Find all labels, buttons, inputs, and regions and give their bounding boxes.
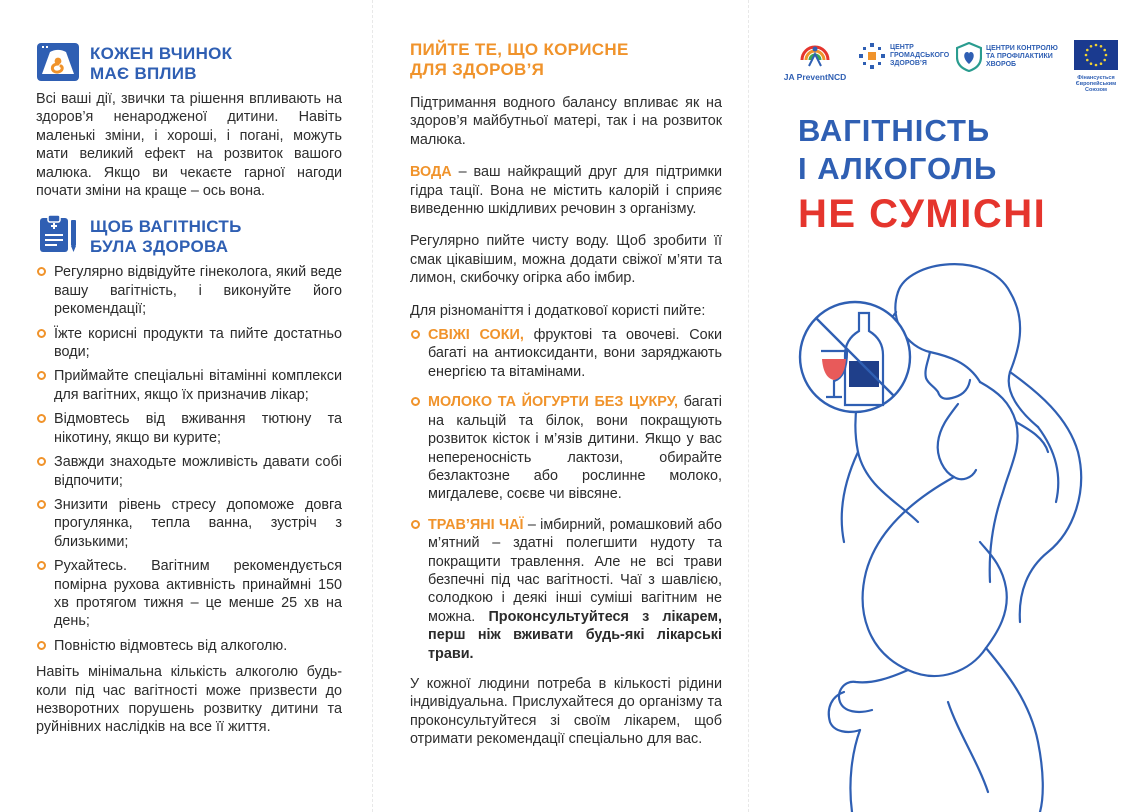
list-item-text: Приймайте спеціальні вітамінні комплекси для вагітних, якщо їх призначив лікар;	[54, 368, 342, 403]
shield-heart-icon	[956, 42, 982, 72]
list-item-text: Регулярно відвідуйте гінеколога, який веде вашу вагітність, і виконуйте його рекомендації;	[54, 264, 342, 318]
ultrasound-icon	[36, 42, 80, 82]
item-text: багаті на кальцій та білок, вони покращують розвиток кісток і м’язів дитини. Якщо у вас непереносність лактози, обирайте безлактозне або рослинне молоко, мигдалеве, соєве чи вівсяне.	[428, 394, 722, 503]
list-item	[36, 263, 342, 318]
item-text: – імбирний, ромашковий або м’ятний – здатні полегшити нудоту та покращити травлення. Але не всі трави безпечні під час вагітності. Чаї з шавлією, солодкою і деякі інші суміші вагітним не можна.	[428, 516, 722, 625]
no-alcohol-icon	[800, 302, 910, 412]
logo-caption: JA PreventNCD	[783, 72, 847, 82]
list-item-text: Завжди знаходьте можливість давати собі відпочити;	[54, 454, 342, 489]
list-item	[36, 410, 342, 447]
healthy-pregnancy-list	[36, 263, 342, 655]
section-title-line: МАЄ ВПЛИВ	[90, 64, 197, 83]
item-label: ТРАВ’ЯНІ ЧАЇ	[428, 516, 524, 533]
list-item-text: Повністю відмовтесь від алкоголю.	[54, 637, 288, 654]
list-item	[410, 326, 722, 381]
cover-title-line: І АЛКОГОЛЬ	[798, 151, 998, 186]
pregnant-woman-illustration	[748, 252, 1146, 812]
item-label: МОЛОКО ТА ЙОГУРТИ БЕЗ ЦУКРУ,	[428, 394, 679, 411]
list-item-text: Рухайтесь. Вагітним рекомендується помірна рухова активність принаймні 150 хв протягом тижня – це менше 25 хв на день;	[54, 558, 342, 630]
logo-caption: ЦЕНТРИ КОНТРОЛЮ ТА ПРОФІЛАКТИКИ ХВОРОБ	[986, 45, 1058, 68]
list-item	[36, 637, 342, 655]
logo-eu	[1072, 40, 1120, 93]
list-item	[36, 453, 342, 490]
regular-water-text: Регулярно пийте чисту воду. Щоб зробити її смак цікавішим, можна додати свіжої м’яти та лимон, скибочку огірка або імбир.	[410, 233, 722, 287]
list-item	[36, 367, 342, 404]
closing-warning-text: Навіть мінімальна кількість алкоголю будь-коли під час вагітності може призвести до незворотних порушень розвитку дитини та руйнівних наслідків на все її життя.	[36, 664, 342, 736]
logo-caption: ЦЕНТР ГРОМАДСЬКОГО ЗДОРОВ’Я	[890, 44, 950, 67]
cover-title-highlight: НЕ СУМІСНІ	[798, 192, 1047, 236]
drinks-list	[410, 326, 722, 663]
list-item	[410, 393, 722, 503]
cover-title	[798, 112, 1046, 238]
item-bold-text: Проконсультуйтеся з лікарем, перш ніж вживати будь-які лікарські трави.	[428, 608, 722, 662]
item-label: СВІЖІ СОКИ,	[428, 327, 524, 344]
list-item	[410, 516, 722, 663]
public-health-center-icon	[858, 42, 886, 70]
water-label: ВОДА	[410, 164, 452, 181]
section-title-line: ЩОБ ВАГІТНІСТЬ	[90, 217, 242, 237]
water-text: – ваш найкращий друг для підтримки гідра тації. Вона не містить калорій і сприяє виведенню шкідливих речовин з організму.	[410, 164, 722, 218]
section-title-line: БУЛА ЗДОРОВА	[90, 237, 229, 257]
list-item	[36, 557, 342, 631]
eu-flag-icon	[1074, 40, 1118, 70]
drink-healthy-title	[410, 40, 722, 80]
list-item-text: Їжте корисні продукти та пийте достатньо води;	[54, 325, 342, 361]
middle-panel	[372, 0, 748, 812]
section-healthy-pregnancy-header	[36, 214, 342, 257]
list-item-text: Знизити рівень стресу допоможе довга прогулянка, тепла ванна, зустріч з близькими;	[54, 496, 342, 550]
logo-caption: Фінансується Європейським Союзом	[1075, 75, 1117, 93]
section-every-action-text: Всі ваші дії, звички та рішення впливають на здоров’я ненародженої дитини. Навіть маленькі зміни, і хороші, і погані, можуть мати великий ефект на розвиток вашого малюка. Якщо ви чекаєте гарної нагоди почати зміни на краще – ось вона.	[36, 91, 342, 200]
title-line: ПИЙТЕ ТЕ, ЩО КОРИСНЕ	[410, 40, 629, 59]
variety-text: Для різноманіття і додаткової користі пийте:	[410, 302, 706, 319]
closing-text: У кожної людини потреба в кількості рідини індивідуальна. Прислухайтеся до організму та проконсультуйтеся зі своїм лікарем, щоб отримати рекомендації спеціально для вас.	[410, 675, 722, 748]
logo-ja-preventncd	[780, 40, 850, 81]
section-title-line: КОЖЕН ВЧИНОК	[90, 44, 233, 63]
water-paragraph	[410, 163, 722, 218]
left-panel	[0, 0, 372, 812]
list-item	[36, 496, 342, 551]
logo-disease-control-centers	[956, 42, 1064, 72]
partner-logos	[780, 40, 1120, 93]
clipboard-icon	[36, 214, 80, 254]
ja-preventncd-icon	[799, 40, 831, 68]
title-line: ДЛЯ ЗДОРОВ’Я	[410, 60, 545, 79]
logo-public-health-center	[858, 42, 950, 70]
section-every-action-header	[36, 40, 342, 84]
list-item-text: Відмовтесь від вживання тютюну та нікотину, якщо ви курите;	[54, 411, 342, 446]
cover-title-line: ВАГІТНІСТЬ	[798, 113, 991, 148]
item-text: фруктові та овочеві. Соки багаті на антиоксиданти, вони заряджають енергією та вітамінами.	[428, 327, 723, 380]
intro-text: Підтримання водного балансу впливає як на здоров’я майбутньої матері, так і на розвиток малюка.	[410, 95, 722, 148]
list-item	[36, 325, 342, 362]
